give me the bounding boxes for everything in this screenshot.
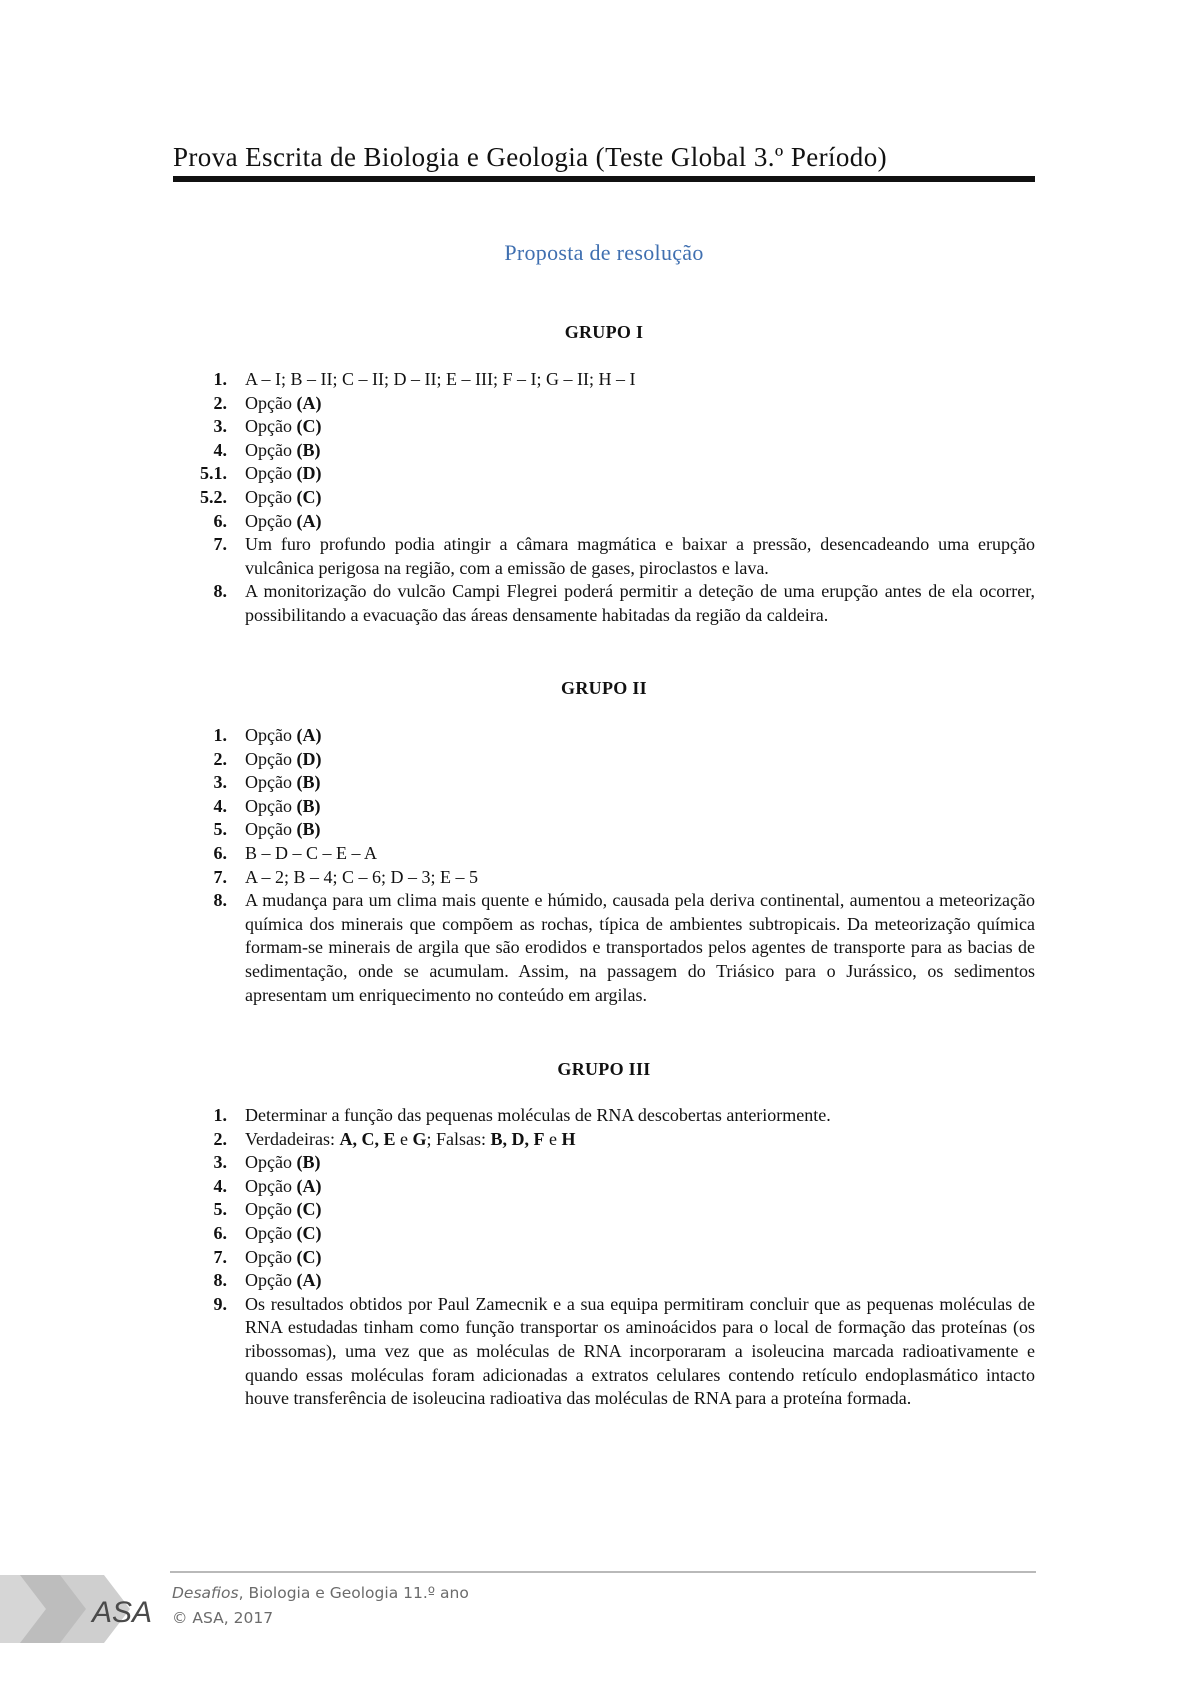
answer-item <box>173 486 1035 510</box>
document-title: Prova Escrita de Biologia e Geologia (Teste Global 3.º Período) <box>173 142 888 172</box>
answer-number: 3. <box>213 416 227 437</box>
answer-text: A mudança para um clima mais quente e húmido, causada pela deriva continental, aumentou a meteorização química dos minerais que compõem as rochas, típica de ambientes subtropicais. Da meteorização química formam-se minerais de argila que são erodidos e transportados pelos agentes de transporte para as bacias de sedimentação, onde se acumulam. Assim, na passagem do Triásico para o Jurássico, os sedimentos apresentam um enriquecimento no conteúdo em argilas. <box>245 890 1035 1005</box>
answer-option: B, D, F <box>490 1128 545 1149</box>
answer-text: Os resultados obtidos por Paul Zamecnik e a sua equipa permitiram concluir que as pequenas moléculas de RNA estudadas tinham como função transportar os aminoácidos para o local de formação das proteínas (os ribossomas), uma vez que as moléculas de RNA incorporaram a isoleucina marcada radioativamente e quando essas moléculas foram adicionadas a extratos celulares contendo retículo endoplasmático intacto houve transferência de isoleucina radioativa das moléculas de RNA para a proteína formada. <box>245 1293 1035 1409</box>
answer-option: (C) <box>296 486 322 507</box>
answer-text: Opção <box>245 439 297 460</box>
answer-option: (D) <box>296 748 322 769</box>
answer-text: Opção <box>245 463 297 484</box>
answer-text: Opção <box>245 486 297 507</box>
answer-text: Um furo profundo podia atingir a câmara magmática e baixar a pressão, desencadeando uma erupção vulcânica perigosa na região, com a emissão de gases, piroclastos e lava. <box>245 534 1035 578</box>
answer-text: Opção <box>245 725 297 745</box>
answer-number: 7. <box>213 534 227 555</box>
answer-number: 4. <box>213 1175 227 1196</box>
answer-option: (D) <box>296 463 322 484</box>
answer-item <box>173 818 1035 842</box>
answer-text: A – I; B – II; C – II; D – II; E – III; F – I; G – II; H – I <box>245 369 636 389</box>
answer-number: 4. <box>213 439 227 460</box>
group-1-title: GRUPO I <box>564 322 644 342</box>
answer-item <box>173 368 1035 392</box>
answer-item <box>173 1128 1035 1152</box>
asa-logo-text: ASA <box>92 1596 153 1629</box>
answer-text: Opção <box>245 1175 297 1196</box>
answer-item <box>173 533 1035 580</box>
footer-book-title <box>172 1584 469 1602</box>
answer-option: (B) <box>296 795 321 816</box>
answer-text: Opção <box>245 748 297 769</box>
group-2-title: GRUPO II <box>561 678 647 698</box>
answer-number: 3. <box>213 772 227 793</box>
answer-option: (A) <box>296 1270 322 1291</box>
answer-option: (B) <box>296 772 321 793</box>
answer-number: 5. <box>213 819 227 840</box>
answer-option: (C) <box>296 1222 322 1243</box>
answer-option: (A) <box>296 510 322 531</box>
answer-item <box>173 1246 1035 1270</box>
answer-text: B – D – C – E – A <box>245 842 378 863</box>
answer-item <box>173 510 1035 534</box>
answer-item <box>173 392 1035 416</box>
answer-text: e <box>395 1128 413 1149</box>
answer-option: (A) <box>296 725 322 745</box>
answer-text: Opção <box>245 416 297 437</box>
answer-item <box>173 439 1035 463</box>
answer-text: Determinar a função das pequenas moléculas de RNA descobertas anteriormente. <box>245 1105 831 1125</box>
answer-text: Opção <box>245 772 297 793</box>
answer-item <box>173 1293 1035 1411</box>
answer-option: A, C, E <box>339 1128 396 1149</box>
footer-copyright: © ASA, 2017 <box>172 1609 274 1627</box>
answer-text: A – 2; B – 4; C – 6; D – 3; E – 5 <box>245 866 479 887</box>
answer-option: (C) <box>296 416 322 437</box>
answer-number: 8. <box>213 1270 227 1291</box>
answer-text: Opção <box>245 510 297 531</box>
answer-number: 6. <box>213 842 227 863</box>
answer-number: 5.2. <box>200 486 227 507</box>
answer-text: Opção <box>245 1270 297 1291</box>
answer-text: Opção <box>245 1246 297 1267</box>
answer-number: 2. <box>213 1128 227 1149</box>
answer-item <box>173 1175 1035 1199</box>
answer-item <box>173 724 1035 748</box>
answer-text: Opção <box>245 1199 297 1220</box>
answer-item <box>173 795 1035 819</box>
answer-number: 7. <box>213 1246 227 1267</box>
footer-book-rest: , Biologia e Geologia 11.º ano <box>238 1584 469 1602</box>
answer-number: 7. <box>213 866 227 887</box>
answer-item <box>173 866 1035 890</box>
answer-text: e <box>544 1128 562 1149</box>
answer-item <box>173 1104 1035 1128</box>
answer-number: 5. <box>213 1199 227 1220</box>
answer-option: (B) <box>296 1152 321 1173</box>
answer-number: 8. <box>213 581 227 602</box>
group-3-answers <box>173 1104 1035 1411</box>
answer-option: (C) <box>296 1246 322 1267</box>
document-subtitle: Proposta de resolução <box>504 240 704 265</box>
answer-text: Opção <box>245 1152 297 1173</box>
answer-number: 4. <box>213 795 227 816</box>
title-divider <box>173 176 1035 182</box>
answer-text: Opção <box>245 1222 297 1243</box>
answer-option: G <box>412 1128 427 1149</box>
answer-option: (B) <box>296 439 321 460</box>
answer-option: (C) <box>296 1199 322 1220</box>
answer-text: Opção <box>245 795 297 816</box>
answer-text: Verdadeiras: <box>245 1128 340 1149</box>
footer-book-italic: Desafios <box>172 1584 239 1602</box>
answer-item <box>173 1198 1035 1222</box>
answer-text: Opção <box>245 392 297 413</box>
answer-option: (A) <box>296 1175 322 1196</box>
group-2-answers <box>173 724 1035 1007</box>
group-1-answers <box>173 368 1035 628</box>
answer-number: 8. <box>213 890 227 911</box>
answer-text: ; Falsas: <box>426 1128 491 1149</box>
answer-option: (A) <box>296 392 322 413</box>
answer-number: 9. <box>213 1293 227 1314</box>
footer-divider <box>170 1571 1036 1573</box>
asa-logo <box>0 1567 168 1649</box>
answer-item <box>173 889 1035 1007</box>
answer-item <box>173 1222 1035 1246</box>
group-3-title: GRUPO III <box>557 1059 651 1079</box>
answer-number: 2. <box>213 392 227 413</box>
answer-item <box>173 462 1035 486</box>
answer-number: 6. <box>213 1222 227 1243</box>
answer-number: 1. <box>213 369 227 389</box>
answer-item <box>173 1269 1035 1293</box>
answer-item <box>173 748 1035 772</box>
answer-number: 6. <box>213 510 227 531</box>
answer-item <box>173 580 1035 627</box>
answer-item <box>173 1151 1035 1175</box>
answer-option: H <box>561 1128 576 1149</box>
answer-number: 1. <box>213 1105 227 1125</box>
answer-number: 5.1. <box>200 463 227 484</box>
answer-item <box>173 415 1035 439</box>
answer-item <box>173 842 1035 866</box>
answer-text: Opção <box>245 819 297 840</box>
answer-item <box>173 771 1035 795</box>
answer-option: (B) <box>296 819 321 840</box>
answer-number: 1. <box>213 725 227 745</box>
answer-text: A monitorização do vulcão Campi Flegrei poderá permitir a deteção de uma erupção antes de ela ocorrer, possibilitando a evacuação das áreas densamente habitadas da região da caldeira. <box>245 581 1035 625</box>
answer-number: 2. <box>213 748 227 769</box>
answer-number: 3. <box>213 1152 227 1173</box>
